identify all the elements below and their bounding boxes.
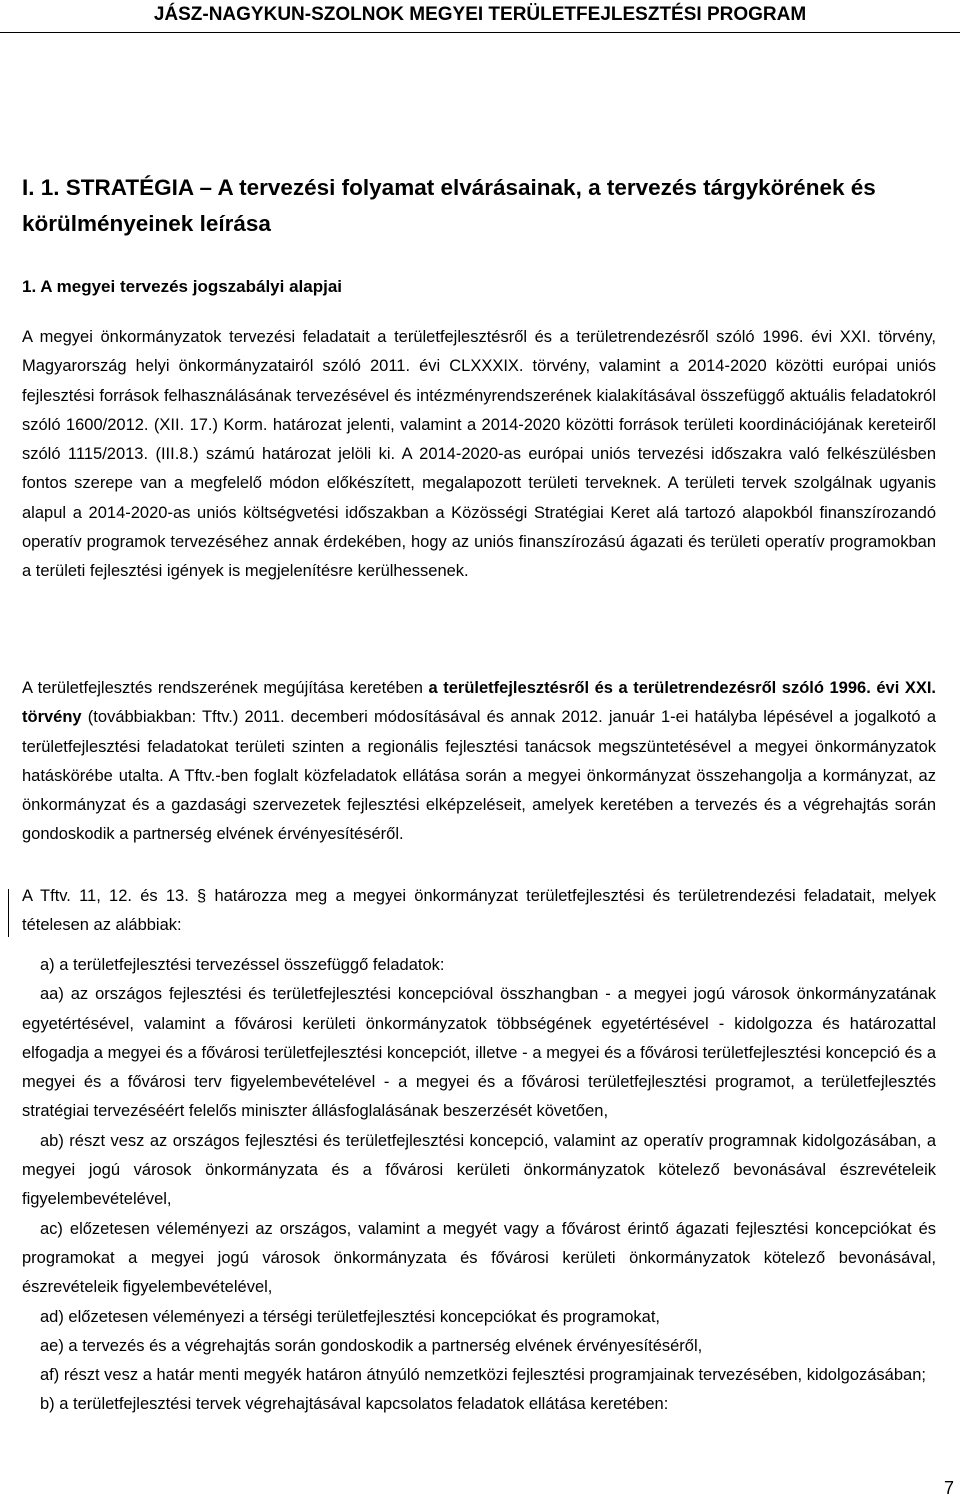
page-header bbox=[0, 0, 960, 33]
paragraph-reform-text-1: A területfejlesztés rendszerének megújítása keretében bbox=[22, 679, 429, 697]
task-list bbox=[22, 951, 936, 1420]
paragraph-reform-bold: a területfejlesztésről és a területrendezésről szóló 1996. évi XXI. törvény bbox=[22, 679, 936, 727]
section-title: I. 1. STRATÉGIA – A tervezési folyamat elvárásainak, a tervezés tárgykörének és körülményeinek leírása bbox=[22, 175, 876, 236]
paragraph-reform bbox=[22, 674, 936, 850]
paragraph-reform-text-2: (továbbiakban: Tftv.) 2011. decemberi módosításával és annak 2012. január 1-ei hatályba lépésével a jogalkotó a területfejlesztési feladatokat területi szinten a regionális fejlesztési tanácsok megszüntetésével a megyei önkormányzatok hatáskörébe utalta. A Tftv.-ben foglalt közfeladatok ellátása során a megyei önkormányzat összehangolja a kormányzat, az önkormányzat és a gazdasági szervezetek fejlesztési elképzeléseit, amelyek keretében a tervezés és a végrehajtás során gondoskodik a partnerség elvének érvényesítéséről. bbox=[22, 708, 936, 844]
list-item-a: a) a területfejlesztési tervezéssel összefüggő feladatok: bbox=[40, 956, 445, 974]
list-item-b: b) a területfejlesztési tervek végrehajtásával kapcsolatos feladatok ellátása keretében: bbox=[40, 1395, 669, 1414]
paragraph-tftv: A Tftv. 11, 12. és 13. § határozza meg a megyei önkormányzat területfejlesztési és területrendezési feladatait, melyek tételesen az alábbiak: bbox=[22, 887, 936, 935]
list-item-ac: ac) előzetesen véleményezi az országos, valamint a megyét vagy a fővárost érintő ágazati fejlesztési koncepciókat és programokat a megyei jogú városok önkormányzata és fővárosi kerületi önkormányzatok kötelező bevonásával, észrevételeik figyelembevételével, bbox=[22, 1219, 936, 1297]
page-number: 7 bbox=[943, 1478, 954, 1498]
list-item-ad: ad) előzetesen véleményezi a térségi területfejlesztési koncepciókat és programokat, bbox=[40, 1307, 660, 1326]
paragraph-legal-basis: A megyei önkormányzatok tervezési feladatait a területfejlesztésről és a területrendezésről szóló 1996. évi XXI. törvény, Magyarország helyi önkormányzatairól szóló 2011. évi CLXXXIX. törvény, valamint a 2014-2020 közötti európai uniós fejlesztési források felhasználásának tervezésével és intézményrendszerének kialakításával összefüggő aktuális feladatokról szóló 1600/2012. (XII. 17.) Korm. határozat jelenti, valamint a 2014-2020 közötti források területi koordinációjának kereteiről szóló 1115/2013. (III.8.) számú határozat jelöli ki. A 2014-2020-as európai uniós tervezési időszakra való felkészülésben fontos szerepe van a megfelelő módon előkészített, megalapozott területi terveknek. A területi tervek szolgálnak ugyanis alapul a 2014-2020-as uniós költségvetési időszakban a Közösségi Stratégiai Keret alá tartozó alapokból finanszírozandó operatív programok tervezéséhez annak érdekében, hogy az uniós finanszírozású ágazati és területi operatív programokban a területi fejlesztési igények is megjelenítésre kerülhessenek. bbox=[22, 328, 936, 581]
header-title: JÁSZ-NAGYKUN-SZOLNOK MEGYEI TERÜLETFEJLESZTÉSI PROGRAM bbox=[153, 4, 807, 25]
subsection-title: 1. A megyei tervezés jogszabályi alapjai bbox=[22, 277, 343, 296]
list-item-af: af) részt vesz a határ menti megyék határon átnyúló nemzetközi fejlesztési programjainak tervezésében, kidolgozásában; bbox=[40, 1366, 926, 1385]
list-item-ae: ae) a tervezés és a végrehajtás során gondoskodik a partnerség elvének érvényesítéséről, bbox=[40, 1336, 703, 1355]
list-item-ab: ab) részt vesz az országos fejlesztési és területfejlesztési koncepció, valamint az operatív programnak kidolgozásában, a megyei jogú városok önkormányzata és a fővárosi kerületi önkormányzatok kötelező bevonásával észrevételeik figyelembevételével, bbox=[22, 1131, 936, 1209]
change-bar bbox=[8, 889, 9, 937]
list-item-aa: aa) az országos fejlesztési és területfejlesztési koncepcióval összhangban - a megyei jogú városok önkormányzatának egyetértésével, valamint a fővárosi kerületi önkormányzatok többségének egyetértésével - kidolgozza és határozattal elfogadja a megyei és a fővárosi területfejlesztési koncepciót, illetve - a megyei és a fővárosi területfejlesztési koncepció és a megyei és a fővárosi terv figyelembevételével - a megyei és a fővárosi területfejlesztési programot, a területfejlesztés stratégiai tervezéséért felelős miniszter állásfoglalásának beszerzését követően, bbox=[22, 985, 936, 1121]
